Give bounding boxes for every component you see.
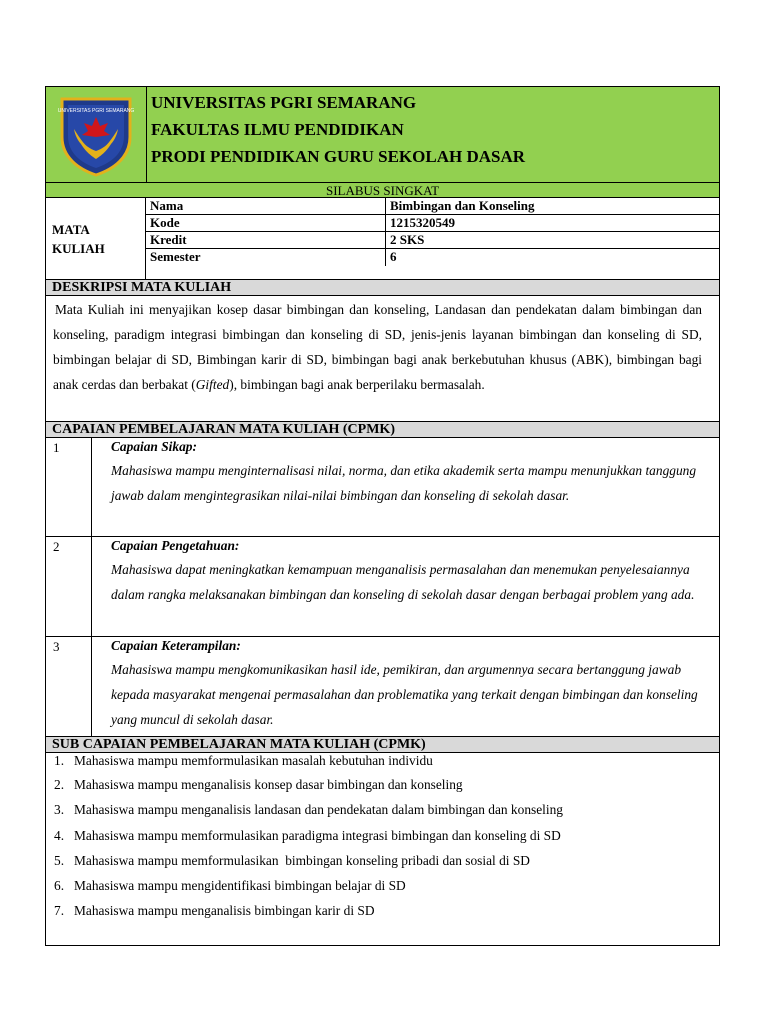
course-value: 6 <box>390 249 397 264</box>
sub-cpmk-title: SUB CAPAIAN PEMBELAJARAN MATA KULIAH (CPMK) <box>45 736 720 752</box>
description-text: Mata Kuliah ini menyajikan kosep dasar bimbingan dan konseling, Landasan dan pendekatan dalam bimbingan dan konseling, paradigm integrasi bimbingan dan konseling di SD, jenis-jenis layanan bimbingan dan konseling di SD, bimbingan belajar di SD, Bimbingan karir di SD, bimbingan bagi anak berkebutuhan khusus (ABK), bimbingan bagi anak cerdas dan berbakat (Gifted), bimbingan bagi anak berperilaku bermasalah. <box>53 302 702 392</box>
cpmk-item-title: Capaian Keterampilan: <box>111 638 241 653</box>
cpmk-title: CAPAIAN PEMBELAJARAN MATA KULIAH (CPMK) <box>45 421 720 437</box>
program-name: PRODI PENDIDIKAN GURU SEKOLAH DASAR <box>151 147 526 166</box>
course-row-code <box>146 215 719 232</box>
cpmk-item-text: Mahasiswa mampu menginternalisasi nilai, norma, dan etika akademik serta mampu menunjukkan tanggung jawab dalam mengintegrasikan nilai-nilai bimbingan dan konseling di sekolah dasar. <box>111 463 697 503</box>
description-title: DESKRIPSI MATA KULIAH <box>45 279 720 295</box>
list-item: 1. Mahasiswa mampu memformulasikan masalah kebutuhan individu <box>54 753 433 768</box>
course-key: Kode <box>146 215 386 231</box>
cpmk-number: 2 <box>46 537 92 636</box>
sub-cpmk-list <box>45 752 720 946</box>
cpmk-item-title: Capaian Sikap: <box>111 439 197 454</box>
course-value: 2 SKS <box>390 232 425 247</box>
university-logo <box>58 93 134 177</box>
course-row-name <box>146 198 719 215</box>
course-row-semester <box>146 249 719 266</box>
list-item: 7. Mahasiswa mampu menganalisis bimbingan karir di SD <box>54 903 375 919</box>
university-header <box>45 86 720 182</box>
course-label <box>46 198 146 279</box>
course-key: Nama <box>146 198 386 214</box>
course-info-table <box>146 198 719 279</box>
course-row-credit <box>146 232 719 249</box>
course-key: Semester <box>146 249 386 266</box>
syllabus-document <box>45 86 720 946</box>
list-item: 5. Mahasiswa mampu memformulasikan bimbingan konseling pribadi dan sosial di SD <box>54 852 530 868</box>
cpmk-item-title: Capaian Pengetahuan: <box>111 538 240 553</box>
cpmk-body <box>92 438 719 536</box>
description-body <box>45 295 720 421</box>
cpmk-item-text: Mahasiswa mampu mengkomunikasikan hasil ide, pemikiran, dan argumennya secara bertanggung jawab kepada masyarakat mengenai permasalahan dan problematika yang terkait dengan bimbingan dan konseling yang muncul di sekolah dasar. <box>111 662 698 727</box>
cpmk-item <box>45 636 720 736</box>
cpmk-item <box>45 437 720 536</box>
cpmk-item-text: Mahasiswa dapat meningkatkan kemampuan menganalisis permasalahan dan menemukan penyelesaiannya dalam rangka melaksanakan bimbingan dan konseling di sekolah dasar dengan berbagai problem yang ada. <box>111 562 695 602</box>
cpmk-item <box>45 536 720 636</box>
faculty-name: FAKULTAS ILMU PENDIDIKAN <box>151 120 404 139</box>
course-value: Bimbingan dan Konseling <box>390 198 535 213</box>
course-info <box>45 197 720 279</box>
cpmk-body <box>92 637 719 736</box>
syllabus-title: SILABUS SINGKAT <box>45 182 720 197</box>
cpmk-number: 1 <box>46 438 92 536</box>
course-key: Kredit <box>146 232 386 248</box>
course-label-line1: MATA <box>52 221 90 237</box>
header-text <box>147 87 525 182</box>
cpmk-number: 3 <box>46 637 92 736</box>
list-item: 4. Mahasiswa mampu memformulasikan paradigma integrasi bimbingan dan konseling di SD <box>54 827 561 843</box>
list-item: 2. Mahasiswa mampu menganalisis konsep dasar bimbingan dan konseling <box>54 777 463 792</box>
course-value: 1215320549 <box>390 215 455 230</box>
list-item: 3. Mahasiswa mampu menganalisis landasan dan pendekatan dalam bimbingan dan konseling <box>54 802 564 818</box>
cpmk-body <box>92 537 719 636</box>
list-item: 6. Mahasiswa mampu mengidentifikasi bimbingan belajar di SD <box>54 878 406 894</box>
course-label-line2: KULIAH <box>52 240 105 256</box>
university-name: UNIVERSITAS PGRI SEMARANG <box>151 93 417 112</box>
logo-cell <box>46 87 147 182</box>
svg-text:UNIVERSITAS PGRI SEMARANG: UNIVERSITAS PGRI SEMARANG <box>58 107 134 114</box>
